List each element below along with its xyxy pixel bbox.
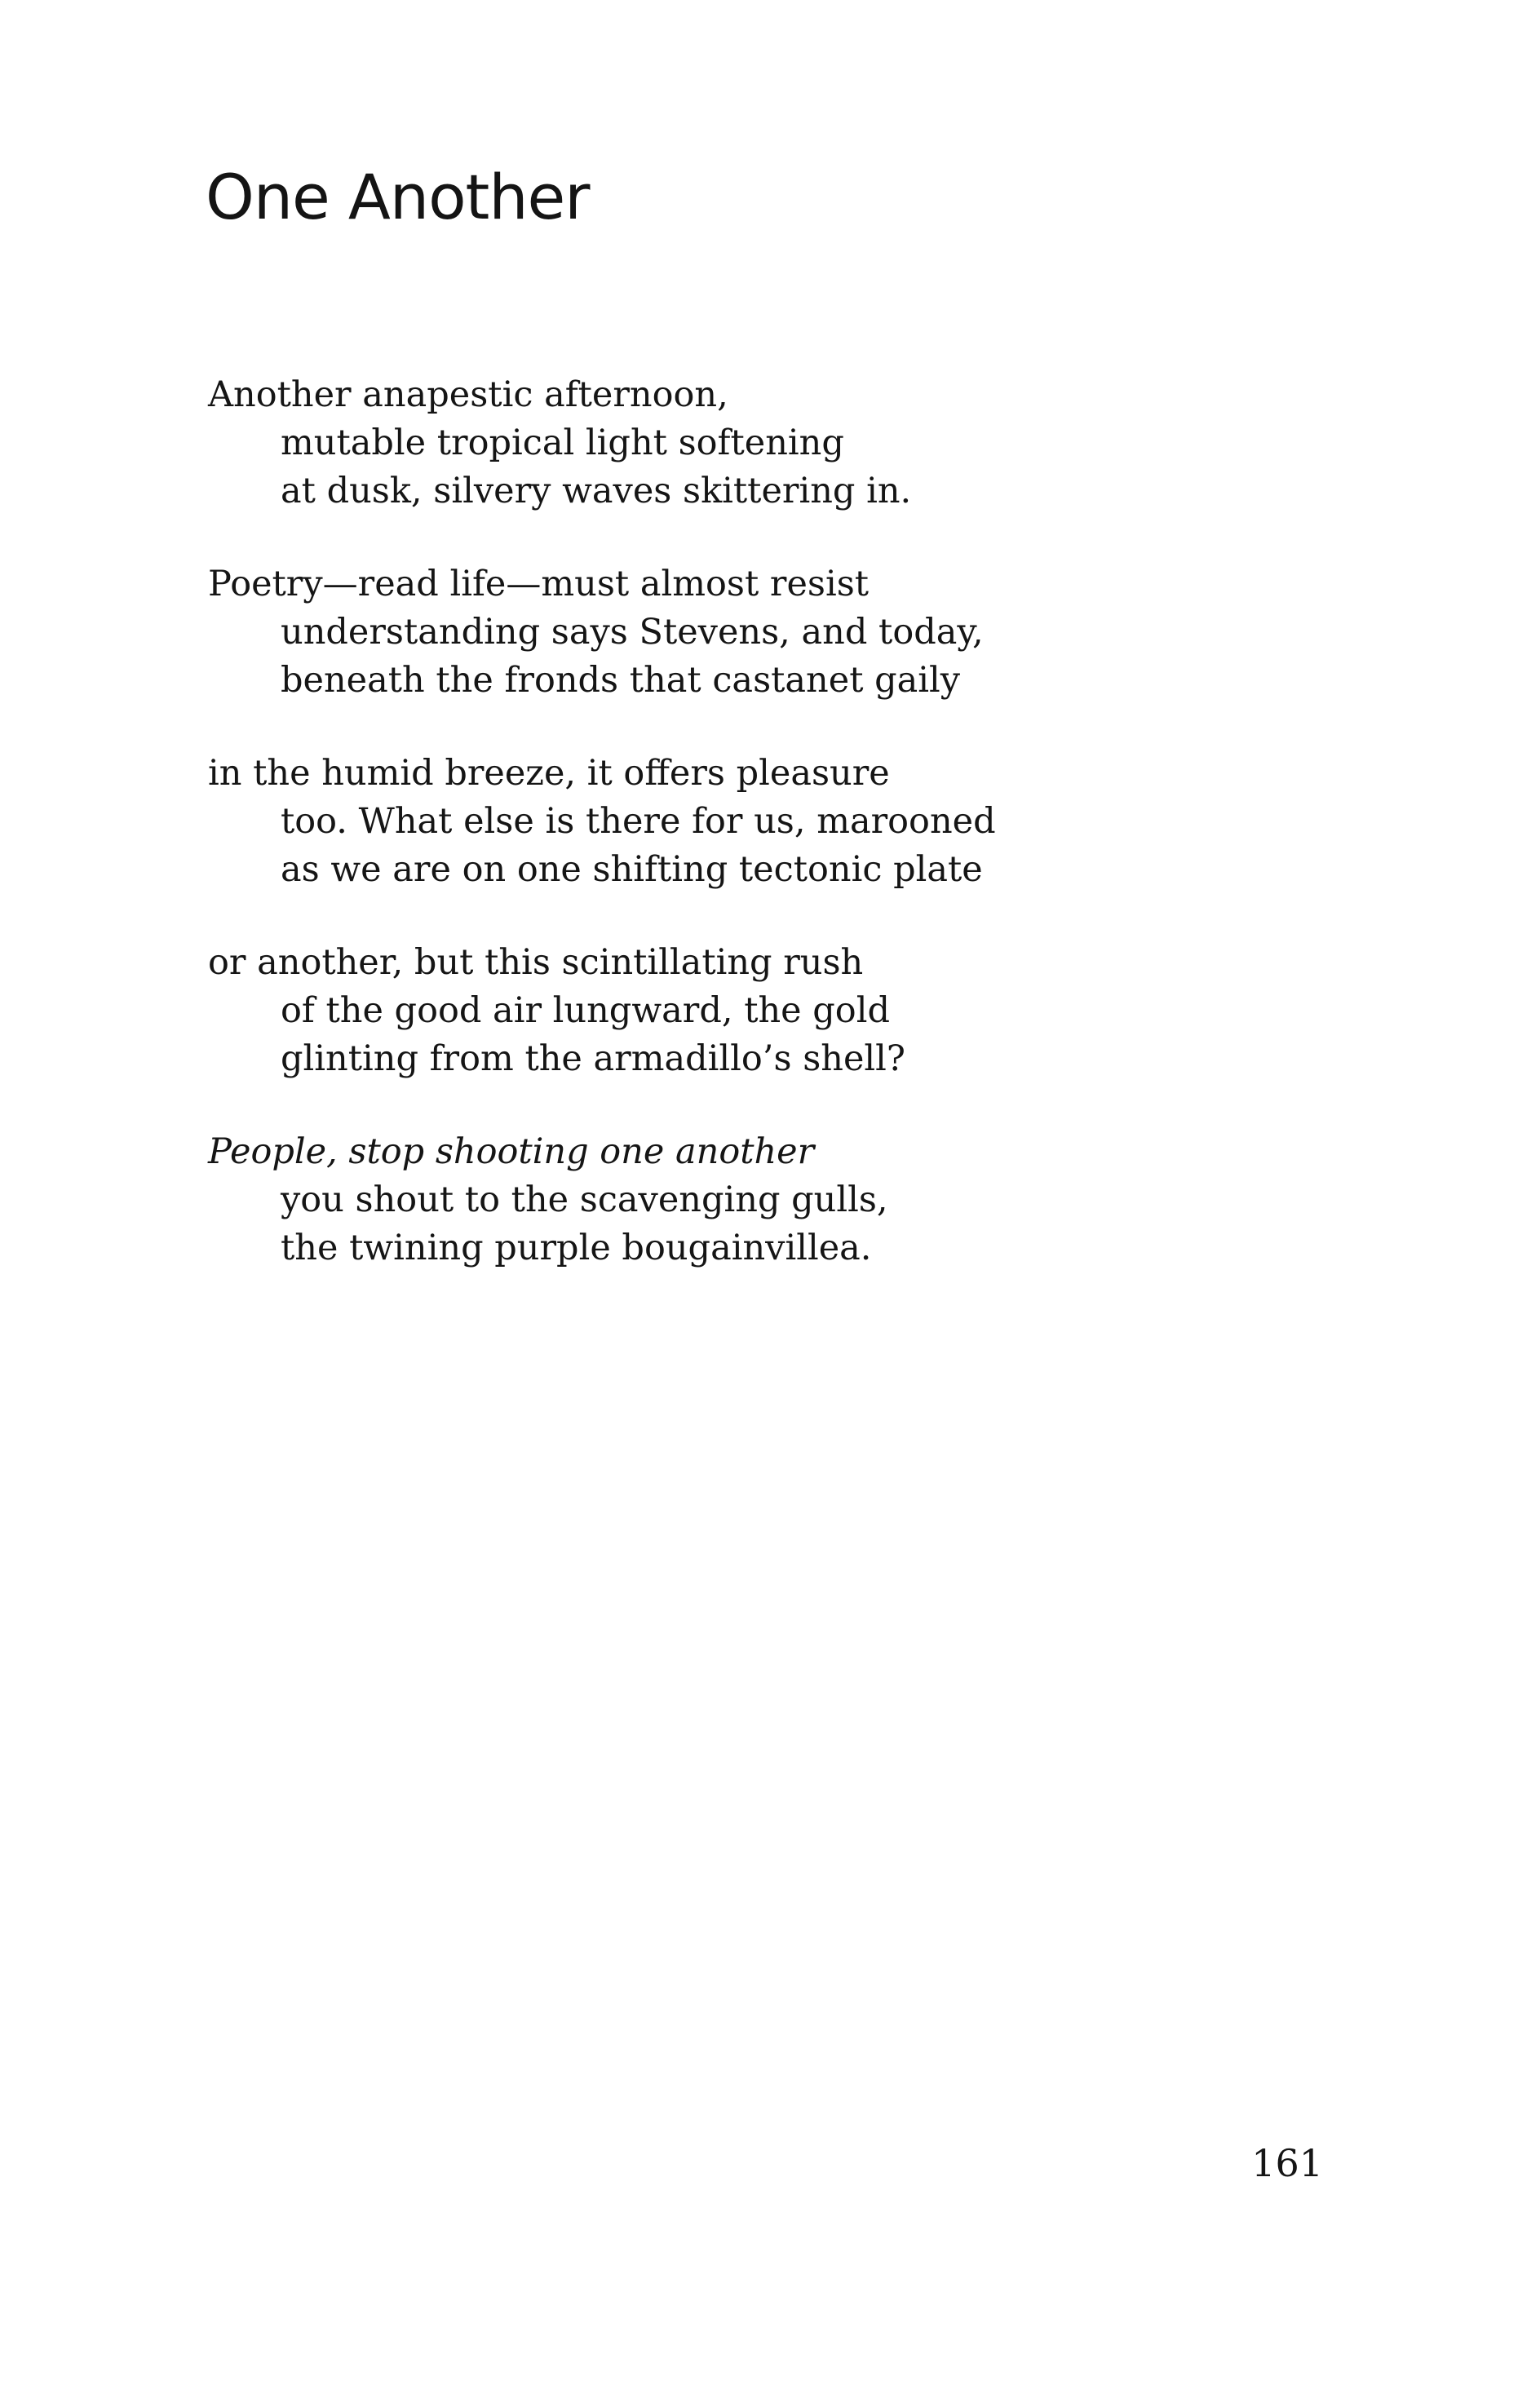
poem-line: the twining purple bougainvillea. bbox=[281, 1228, 872, 1268]
stanza-1 bbox=[208, 371, 1350, 516]
poem-line: you shout to the scavenging gulls, bbox=[281, 1179, 888, 1220]
poem-line: Another anapestic afternoon, bbox=[208, 374, 728, 415]
page-number: 161 bbox=[1251, 2141, 1323, 2185]
poem-line: understanding says Stevens, and today, bbox=[281, 612, 984, 653]
poem-body bbox=[208, 371, 1350, 1317]
poem-line: mutable tropical light softening bbox=[281, 423, 844, 463]
poem-line: Poetry—read life—must almost resist bbox=[208, 564, 870, 604]
stanza-5 bbox=[208, 1128, 1350, 1272]
poem-line: of the good air lungward, the gold bbox=[281, 990, 890, 1031]
poem-line: as we are on one shifting tectonic plate bbox=[281, 849, 983, 890]
poem-line: in the humid breeze, it offers pleasure bbox=[208, 753, 890, 794]
stanza-3 bbox=[208, 750, 1350, 894]
poem-line: too. What else is there for us, marooned bbox=[281, 801, 996, 842]
poem-line-italic: People, stop shooting one another bbox=[208, 1131, 815, 1172]
poem-line: at dusk, silvery waves skittering in. bbox=[281, 471, 912, 511]
stanza-2 bbox=[208, 560, 1350, 705]
poem-line: or another, but this scintillating rush bbox=[208, 942, 864, 983]
poem-line: beneath the fronds that castanet gaily bbox=[281, 660, 961, 701]
stanza-4 bbox=[208, 939, 1350, 1083]
poem-title: One Another bbox=[206, 161, 590, 233]
poem-line: glinting from the armadillo’s shell? bbox=[281, 1038, 905, 1079]
